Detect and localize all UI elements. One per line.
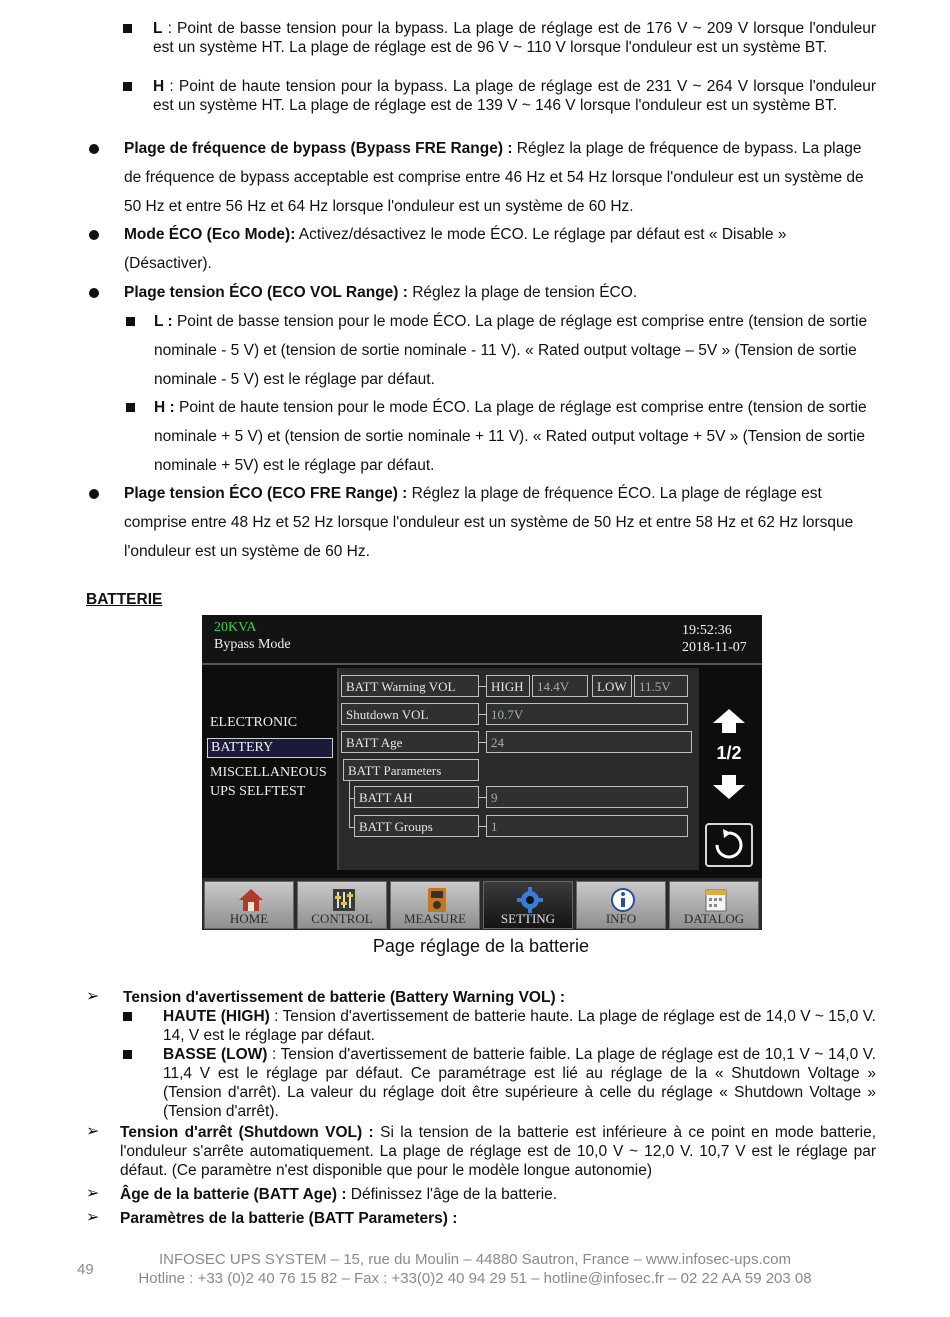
batt-parameters-label: BATT Parameters <box>343 759 479 781</box>
tree-branch <box>479 826 486 827</box>
eco-fre-paragraph <box>124 479 879 566</box>
page-indicator: 1/2 <box>716 743 742 763</box>
tree-branch <box>349 798 354 799</box>
menu-item-ups-selftest[interactable]: UPS SELFTEST <box>210 784 306 799</box>
batt-ah-label: BATT AH <box>354 786 479 808</box>
eco-mode-paragraph <box>124 220 854 278</box>
bypass-fre-paragraph <box>124 134 879 221</box>
back-button[interactable] <box>705 823 753 867</box>
paragraph-text: Réglez la plage de fréquence de bypass. La plage de fréquence de bypass acceptable est comprise entre 46 Hz et 54 Hz lorsque l'onduleur est un système de 50 Hz et entre 56 Hz et 64 Hz lorsque l'onduleur est un système de 60 Hz. <box>124 140 864 215</box>
tab-label: SETTING <box>500 911 556 926</box>
clock-date: 2018-11-07 <box>682 640 747 655</box>
sliders-icon <box>331 887 357 913</box>
round-bullet-icon <box>89 144 99 154</box>
high-value-field[interactable]: 14.4V <box>532 675 588 697</box>
paragraph-title: Plage de fréquence de bypass (Bypass FRE Range) : <box>124 140 513 157</box>
eco-vol-paragraph <box>124 278 879 307</box>
page-number: 49 <box>77 1261 94 1278</box>
batt-groups-label: BATT Groups <box>354 815 479 837</box>
square-bullet-icon <box>126 317 135 326</box>
arrow-bullet-icon: ➢ <box>86 1123 100 1140</box>
home-icon <box>238 887 264 913</box>
high-label: HIGH <box>486 675 530 697</box>
warning-vol-title: Tension d'avertissement de batterie (Battery Warning VOL) : <box>123 989 566 1006</box>
batt-groups-field[interactable]: 1 <box>486 815 688 837</box>
paragraph-title: Âge de la batterie (BATT Age) : <box>120 1186 347 1203</box>
item-text: : Tension d'avertissement de batterie haute. La plage de réglage est de 14,0 V ~ 15,0 V. 14, V est le réglage par défaut. <box>163 1008 876 1044</box>
low-label: LOW <box>592 675 632 697</box>
eco-vol-low-item <box>154 307 879 394</box>
item-key: L <box>153 20 163 37</box>
tree-branch <box>479 714 486 715</box>
tab-label: CONTROL <box>311 911 373 926</box>
footer-line-2: Hotline : +33 (0)2 40 76 15 82 – Fax : +33(0)2 40 94 29 51 – hotline@infosec.fr – 02 22 AA 59 203 08 <box>138 1270 812 1287</box>
square-bullet-icon <box>126 403 135 412</box>
menu-item-electronic[interactable]: ELECTRONIC <box>210 715 298 730</box>
tree-branch <box>479 742 486 743</box>
arrow-bullet-icon: ➢ <box>86 1185 100 1202</box>
batt-params-title: Paramètres de la batterie (BATT Parameters) : <box>120 1210 458 1227</box>
item-text: : Point de basse tension pour la bypass. La plage de réglage est de 176 V ~ 209 V lorsque l'onduleur est un système HT. La plage de réglage est de 96 V ~ 110 V lorsque l'onduleur est un système BT. <box>153 20 876 56</box>
bypass-high-item <box>153 77 876 115</box>
item-text: Point de basse tension pour le mode ÉCO. La plage de réglage est comprise entre (tension de sortie nominale - 5 V) et (tension de sortie nominale - 11 V). « Rated output voltage – 5V » (Tension de sortie nominale - 5 V) est le réglage par défaut. <box>154 313 868 388</box>
item-key: H <box>153 78 165 95</box>
tree-branch <box>349 827 354 828</box>
section-heading: BATTERIE <box>86 591 163 608</box>
meter-icon <box>424 887 450 913</box>
eco-vol-high-item <box>154 393 879 480</box>
menu-item-battery[interactable]: BATTERY <box>207 738 333 758</box>
shutdown-paragraph <box>120 1123 876 1180</box>
arrow-bullet-icon: ➢ <box>86 1209 100 1226</box>
tab-label: HOME <box>229 911 269 926</box>
paragraph-text: Réglez la plage de tension ÉCO. <box>407 284 638 301</box>
tab-control[interactable] <box>297 881 387 929</box>
menu-item-miscellaneous[interactable]: MISCELLANEOUS <box>210 765 327 780</box>
mode-label: Bypass Mode <box>214 637 291 652</box>
round-bullet-icon <box>89 288 99 298</box>
bypass-low-item <box>153 19 876 57</box>
arrow-up-icon <box>705 705 753 739</box>
batt-warning-vol-label: BATT Warning VOL <box>341 675 479 697</box>
page-down-button[interactable] <box>705 769 753 803</box>
tab-label: INFO <box>605 911 637 926</box>
gear-icon <box>517 887 543 913</box>
low-value-field[interactable]: 11.5V <box>634 675 688 697</box>
arrow-down-icon <box>705 769 753 803</box>
item-key: L : <box>154 313 173 330</box>
square-bullet-icon <box>123 1050 132 1059</box>
tab-measure[interactable] <box>390 881 480 929</box>
tab-label: MEASURE <box>403 911 467 926</box>
item-key: H : <box>154 399 175 416</box>
item-key: BASSE (LOW) <box>163 1046 268 1063</box>
figure-caption: Page réglage de la batterie <box>372 936 590 956</box>
paragraph-text: Définissez l'âge de la batterie. <box>346 1186 558 1203</box>
tab-datalog[interactable] <box>669 881 759 929</box>
footer-line-1: INFOSEC UPS SYSTEM – 15, rue du Moulin – 44880 Sautron, France – www.infosec-ups.com <box>159 1251 791 1268</box>
item-text: : Point de haute tension pour la bypass. La plage de réglage est de 231 V ~ 264 V lorsque l'onduleur est un système HT. La plage de réglage est de 139 V ~ 146 V lorsque l'onduleur est un système BT. <box>153 78 876 114</box>
item-text: Point de haute tension pour le mode ÉCO. La plage de réglage est comprise entre (tension de sortie nominale + 5 V) et (tension de sortie nominale + 11 V). « Rated output voltage + 5V » (Tension de sortie nominale + 5V) est le réglage par défaut. <box>154 399 867 474</box>
calendar-icon <box>703 887 729 913</box>
tree-branch <box>479 797 486 798</box>
paragraph-title: Plage tension ÉCO (ECO VOL Range) : <box>124 284 408 301</box>
page-up-button[interactable] <box>705 705 753 739</box>
tree-line <box>349 781 350 828</box>
round-bullet-icon <box>89 230 99 240</box>
header-divider <box>202 663 762 665</box>
batt-age-label: BATT Age <box>341 731 479 753</box>
tab-info[interactable] <box>576 881 666 929</box>
square-bullet-icon <box>123 24 132 33</box>
shutdown-vol-field[interactable]: 10.7V <box>486 703 688 725</box>
tab-setting[interactable] <box>483 881 573 929</box>
item-text: : Tension d'avertissement de batterie faible. La plage de réglage est de 10,1 V ~ 14,0 V. 11,4 V est le réglage par défaut. Ce paramétrage est lié au réglage de la « Shutdown Voltage » (Tension d'arrêt). La valeur du réglage doit être supérieure à celle du réglage « Shutdown Voltage » (Tension d'arrêt). <box>163 1046 876 1120</box>
shutdown-vol-label: Shutdown VOL <box>341 703 479 725</box>
round-bullet-icon <box>89 489 99 499</box>
paragraph-text: Si la tension de la batterie est inférieure à ce point en mode batterie, l'onduleur s'arrête automatiquement. La plage de réglage est de 10,0 V ~ 12,0 V. 10,7 V est le réglage par défaut. (Ce paramètre n'est disponible que pour le modèle longue autonomie) <box>120 1124 876 1179</box>
batt-age-field[interactable]: 24 <box>486 731 692 753</box>
square-bullet-icon <box>123 82 132 91</box>
paragraph-title: Plage tension ÉCO (ECO FRE Range) : <box>124 485 408 502</box>
batt-age-paragraph <box>120 1185 876 1204</box>
warning-high-item <box>163 1007 876 1045</box>
tab-home[interactable] <box>204 881 294 929</box>
model-label: 20KVA <box>214 620 257 635</box>
paragraph-text: Activez/désactivez le mode ÉCO. Le réglage par défaut est « Disable » (Désactiver). <box>124 226 787 272</box>
info-icon <box>610 887 636 913</box>
paragraph-title: Mode ÉCO (Eco Mode): <box>124 226 296 243</box>
arrow-bullet-icon: ➢ <box>86 988 100 1005</box>
tree-branch <box>479 686 486 687</box>
ups-settings-screen <box>202 615 762 930</box>
batt-ah-field[interactable]: 9 <box>486 786 688 808</box>
refresh-icon <box>707 825 751 865</box>
tab-label: DATALOG <box>683 911 745 926</box>
warning-low-item <box>163 1045 876 1121</box>
paragraph-title: Tension d'arrêt (Shutdown VOL) : <box>120 1124 374 1141</box>
clock-time: 19:52:36 <box>682 623 732 638</box>
item-key: HAUTE (HIGH) <box>163 1008 270 1025</box>
square-bullet-icon <box>123 1012 132 1021</box>
paragraph-text: Réglez la plage de fréquence ÉCO. La plage de réglage est comprise entre 48 Hz et 52 Hz lorsque l'onduleur est un système de 50 Hz et entre 58 Hz et 62 Hz lorsque l'onduleur est un système de 60 Hz. <box>124 485 854 560</box>
